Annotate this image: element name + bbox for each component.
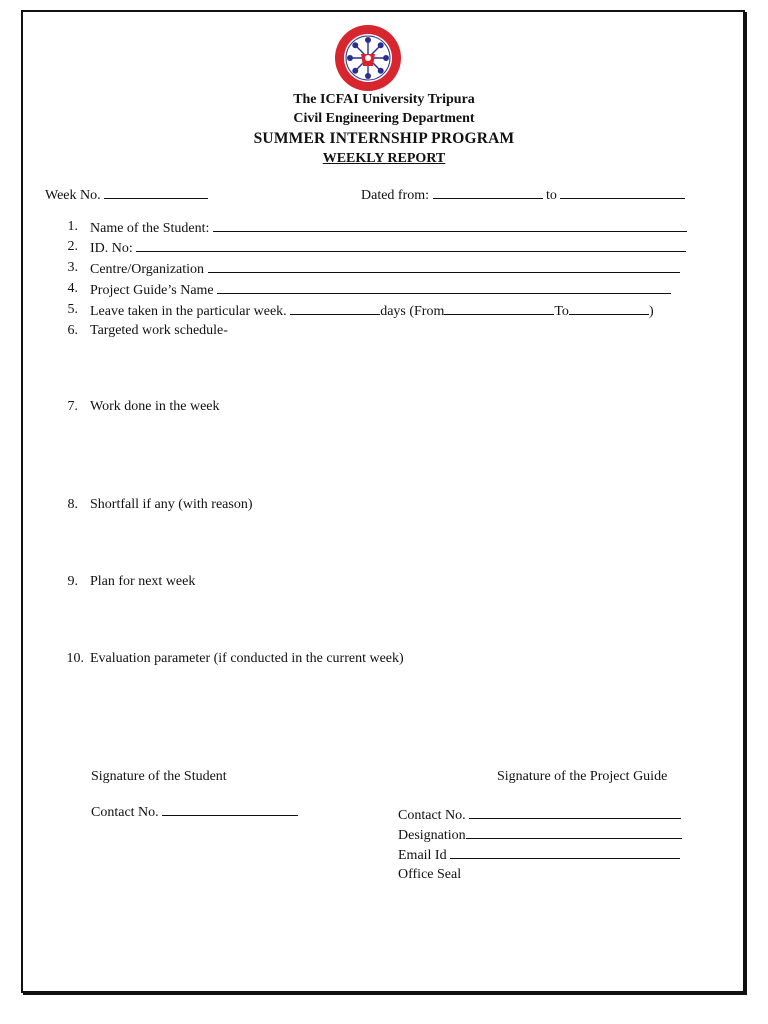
week-number-label: Week No. [45, 188, 101, 203]
dated-to-label: to [546, 188, 557, 203]
program-title: SUMMER INTERNSHIP PROGRAM [253, 130, 515, 147]
department-name: Civil Engineering Department [293, 111, 475, 126]
designation-field[interactable] [398, 826, 682, 844]
leave-to-blank[interactable] [569, 302, 649, 315]
dated-from-blank[interactable] [433, 186, 543, 199]
student-name-blank[interactable] [213, 219, 687, 232]
student-name-field[interactable] [90, 219, 687, 237]
item-number: 4. [67, 281, 78, 296]
leave-to-label: To [554, 304, 569, 319]
item-number: 5. [67, 302, 78, 317]
item-number: 3. [67, 260, 78, 275]
student-contact-blank[interactable] [162, 803, 298, 816]
project-guide-field[interactable] [90, 281, 671, 299]
email-blank[interactable] [450, 846, 680, 859]
guide-contact-blank[interactable] [469, 806, 681, 819]
leave-from-blank[interactable] [444, 302, 554, 315]
leave-taken-label: Leave taken in the particular week. [90, 304, 287, 319]
item-number: 6. [67, 323, 78, 338]
dated-to-blank[interactable] [560, 186, 685, 199]
item-number: 10. [66, 651, 84, 666]
work-done-label: Work done in the week [90, 399, 220, 414]
week-number-blank[interactable] [104, 186, 208, 199]
dated-from-label: Dated from: [361, 188, 430, 203]
office-seal-label: Office Seal [398, 867, 462, 882]
student-contact-field[interactable] [91, 803, 298, 821]
student-contact-label: Contact No. [91, 805, 159, 820]
item-number: 8. [67, 497, 78, 512]
email-label: Email Id [398, 848, 447, 863]
shortfall-label: Shortfall if any (with reason) [90, 497, 253, 512]
report-title: WEEKLY REPORT [322, 151, 446, 166]
guide-signature-label: Signature of the Project Guide [497, 769, 668, 784]
student-signature-label: Signature of the Student [91, 769, 227, 784]
student-name-label: Name of the Student: [90, 221, 210, 236]
email-field[interactable] [398, 846, 680, 864]
university-name: The ICFAI University Tripura [293, 92, 475, 107]
id-number-label: ID. No: [90, 241, 133, 256]
item-number: 1. [67, 219, 78, 234]
leave-from-label: days (From [380, 304, 445, 319]
project-guide-blank[interactable] [217, 281, 671, 294]
week-number-field[interactable] [45, 186, 208, 204]
designation-label: Designation [398, 828, 466, 843]
leave-close-paren: ) [648, 304, 654, 319]
next-week-plan-label: Plan for next week [90, 574, 196, 589]
evaluation-parameter-label: Evaluation parameter (if conducted in the current week) [90, 651, 404, 666]
designation-blank[interactable] [466, 826, 682, 839]
targeted-work-label: Targeted work schedule- [90, 323, 228, 338]
id-number-field[interactable] [90, 239, 686, 257]
guide-contact-field[interactable] [398, 806, 681, 824]
dated-from-field[interactable] [361, 186, 685, 204]
organization-blank[interactable] [208, 260, 680, 273]
item-number: 7. [67, 399, 78, 414]
item-number: 2. [67, 239, 78, 254]
guide-contact-label: Contact No. [398, 808, 466, 823]
item-number: 9. [67, 574, 78, 589]
id-number-blank[interactable] [136, 239, 686, 252]
project-guide-label: Project Guide’s Name [90, 283, 214, 298]
organization-field[interactable] [90, 260, 680, 278]
leave-days-blank[interactable] [290, 302, 380, 315]
leave-taken-field[interactable] [90, 302, 654, 320]
university-logo-icon [334, 24, 402, 92]
organization-label: Centre/Organization [90, 262, 205, 277]
